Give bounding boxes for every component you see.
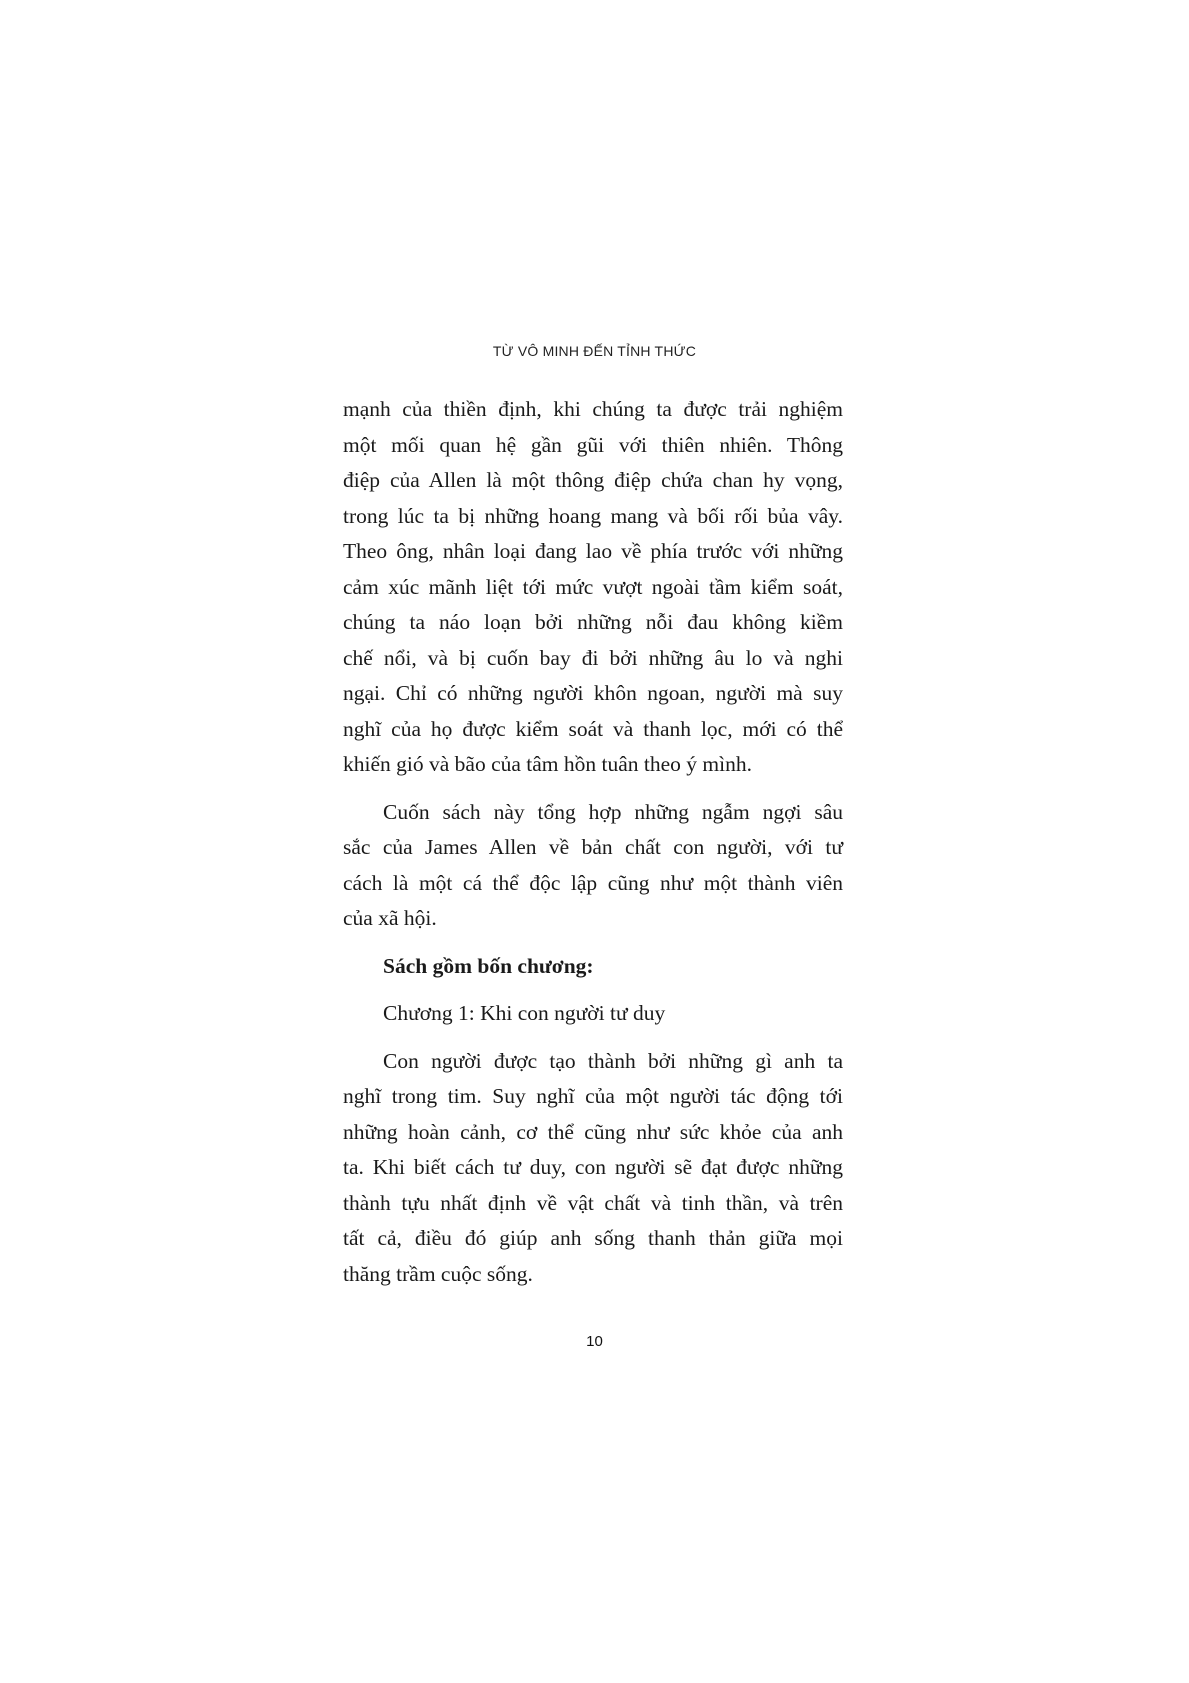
text-line: cảm xúc mãnh liệt tới mức vượt ngoài tầm kiểm soát, xyxy=(343,574,843,599)
section-heading: Sách gồm bốn chương: xyxy=(383,953,594,978)
text-line: chế nổi, và bị cuốn bay đi bởi những âu lo và nghi xyxy=(343,645,843,670)
text-line: Con người được tạo thành bởi những gì anh ta xyxy=(383,1048,843,1073)
text-line: điệp của Allen là một thông điệp chứa chan hy vọng, xyxy=(343,468,843,492)
text-line: nghĩ của họ được kiểm soát và thanh lọc, mới có thể xyxy=(343,716,843,741)
text-line: mạnh của thiền định, khi chúng ta được trải nghiệm xyxy=(343,397,843,421)
paragraph-3 xyxy=(343,1044,843,1293)
text-line: khiến gió và bão của tâm hồn tuân theo ý mình. xyxy=(343,752,753,776)
paragraph-2 xyxy=(343,795,843,937)
body-text xyxy=(343,392,843,1292)
text-line: sắc của James Allen về bản chất con người, với tư xyxy=(343,835,843,859)
text-line: trong lúc ta bị những hoang mang và bối rối bủa vây. xyxy=(343,503,843,528)
text-line: của xã hội. xyxy=(343,906,437,930)
paragraph-1 xyxy=(343,392,843,783)
text-line: thăng trầm cuộc sống. xyxy=(343,1261,533,1286)
running-head: TỪ VÔ MINH ĐẾN TỈNH THỨC xyxy=(492,343,697,359)
page-number: 10 xyxy=(586,1333,603,1350)
chapter-title: Chương 1: Khi con người tư duy xyxy=(383,1001,666,1025)
text-line: ta. Khi biết cách tư duy, con người sẽ đạt được những xyxy=(343,1155,843,1179)
text-line: nghĩ trong tim. Suy nghĩ của một người tác động tới xyxy=(343,1084,843,1108)
text-line: chúng ta náo loạn bởi những nỗi đau không kiềm xyxy=(343,610,843,634)
text-line: Theo ông, nhân loại đang lao về phía trước với những xyxy=(343,539,843,563)
text-line: ngại. Chỉ có những người khôn ngoan, người mà suy xyxy=(343,681,843,705)
text-line: thành tựu nhất định về vật chất và tinh thần, và trên xyxy=(343,1190,843,1215)
text-line: cách là một cá thể độc lập cũng như một thành viên xyxy=(343,870,843,895)
text-line: những hoàn cảnh, cơ thể cũng như sức khỏe của anh xyxy=(343,1119,843,1144)
text-line: một mối quan hệ gần gũi với thiên nhiên. Thông xyxy=(343,432,843,457)
text-line: tất cả, điều đó giúp anh sống thanh thản giữa mọi xyxy=(343,1226,843,1250)
text-line: Cuốn sách này tổng hợp những ngẫm ngợi sâu xyxy=(383,799,843,824)
